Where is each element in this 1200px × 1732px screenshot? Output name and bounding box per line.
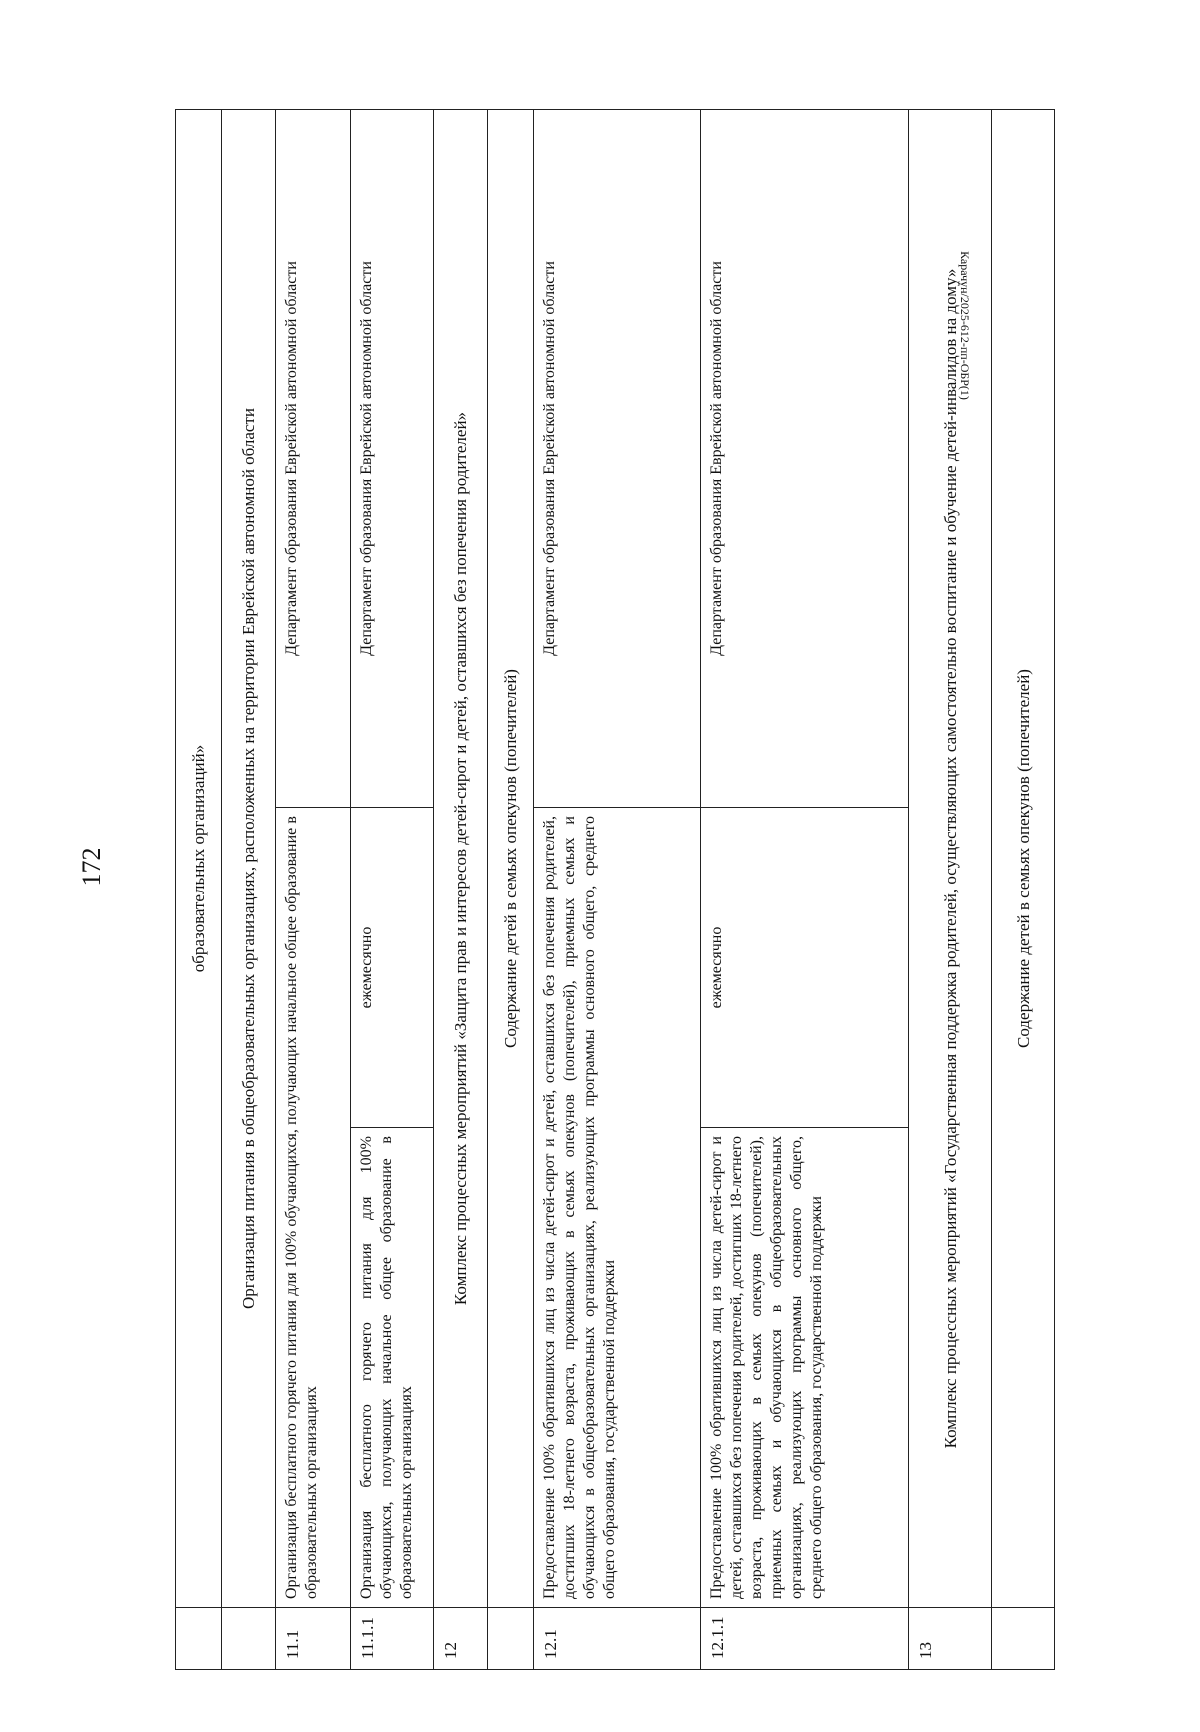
measure-text-cell: Организация бесплатного горячего питания для 100% обучающихся, получающих начальное общее образование в образовательных организациях: [350, 1128, 433, 1608]
measure-text-cell: Предоставление 100% обратившихся лиц из числа детей-сирот и детей, оставшихся без попечения родителей, достигших 18-летнего возраста, проживающих в семьях опекунов (попечителей), приемных семьях и обучающихся в общеобразовательных организациях, реализующих программы основного общего, среднего общего образования, государственной поддержки: [700, 1128, 908, 1608]
table-row: [350, 109, 433, 1669]
section-title-cell: Комплекс процессных мероприятий «Защита прав и интересов детей-сирот и детей, оставшихся без попечения родителей»: [434, 109, 488, 1607]
section-title-cell: Содержание детей в семьях опекунов (попечителей): [992, 109, 1055, 1607]
row-number-cell: 11.1.1: [350, 1608, 433, 1670]
row-number-cell: 12: [434, 1608, 488, 1670]
responsible-cell: Департамент образования Еврейской автономной области: [350, 109, 433, 807]
table-row: [176, 109, 222, 1669]
page-number: 172: [77, 847, 106, 887]
table-row: [275, 109, 350, 1669]
row-number-cell: 12.1.1: [700, 1608, 908, 1670]
measures-table: [175, 109, 1055, 1670]
responsible-cell: Департамент образования Еврейской автономной области: [700, 109, 908, 807]
row-number-cell: 12.1: [534, 1608, 701, 1670]
table-row: [221, 109, 275, 1669]
section-title-cell: образовательных организаций»: [176, 109, 222, 1607]
document-code: Карачун/2025-612-пп-ОБР(1): [957, 251, 972, 400]
row-number-cell: [176, 1608, 222, 1670]
section-title-cell: Содержание детей в семьях опекунов (попечителей): [488, 109, 534, 1607]
row-number-cell: 11.1: [275, 1608, 350, 1670]
table-row: [700, 109, 908, 1669]
section-title-cell: Комплекс процессных мероприятий «Государственная поддержка родителей, осуществляющих самостоятельно воспитание и обучение детей-инвалидов на дому»: [909, 109, 992, 1607]
responsible-cell: Департамент образования Еврейской автономной области: [534, 109, 701, 807]
rotated-table-container: [175, 110, 1055, 1670]
frequency-cell: ежемесячно: [350, 808, 433, 1128]
responsible-cell: Департамент образования Еврейской автономной области: [275, 109, 350, 807]
frequency-cell: ежемесячно: [700, 808, 908, 1128]
table-row: [909, 109, 992, 1669]
table-row: [992, 109, 1055, 1669]
table-row: [534, 109, 701, 1669]
table-row: [434, 109, 488, 1669]
row-number-cell: [221, 1608, 275, 1670]
row-number-cell: 13: [909, 1608, 992, 1670]
measure-text-cell: Предоставление 100% обратившихся лиц из числа детей-сирот и детей, оставшихся без попечения родителей, достигших 18-летнего возраста, проживающих в семьях опекунов (попечителей), приемных семьях и обучающихся в общеобразовательных организациях, реализующих программы основного общего, среднего общего образования, государственной поддержки: [534, 808, 701, 1608]
row-number-cell: [488, 1608, 534, 1670]
row-number-cell: [992, 1608, 1055, 1670]
table-row: [488, 109, 534, 1669]
measure-text-cell: Организация бесплатного горячего питания для 100% обучающихся, получающих начальное общее образование в образовательных организациях: [275, 808, 350, 1608]
section-title-cell: Организация питания в общеобразовательных организациях, расположенных на территории Еврейской автономной области: [221, 109, 275, 1607]
